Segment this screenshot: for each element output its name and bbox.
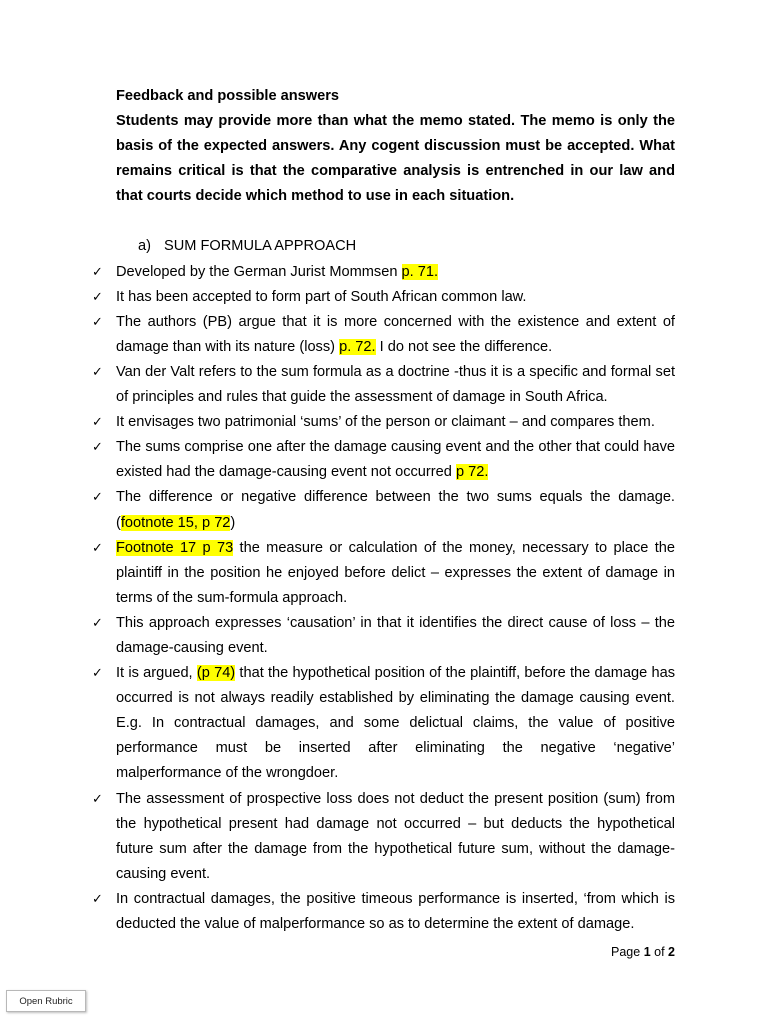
list-item <box>92 310 675 360</box>
highlight-reference: Footnote 17 p 73 <box>116 539 234 556</box>
item-text: It has been accepted to form part of South African common law. <box>116 288 527 305</box>
open-rubric-button[interactable]: Open Rubric <box>6 990 86 1012</box>
page-of-label: of <box>654 945 665 959</box>
intro-paragraph: Students may provide more than what the memo stated. The memo is only the basis of the expected answers. Any cogent discussion must be accepted. What remains critical is that the comparative analysis is entrenched in our law and that courts decide which method to use in each situation. <box>116 113 675 205</box>
checkmark-icon: ✓ <box>92 490 103 506</box>
list-item <box>92 435 675 485</box>
section-marker: a) <box>138 238 151 255</box>
list-item <box>92 787 675 887</box>
item-text: It envisages two patrimonial ‘sums’ of the person or claimant – and compares them. <box>116 414 655 431</box>
item-text-after: I do not see the difference. <box>375 338 553 355</box>
intro-heading: Feedback and possible answers <box>116 88 340 104</box>
page-label: Page <box>611 945 641 959</box>
item-text: In contractual damages, the positive timeous performance is inserted, ‘from which is deducted the value of malperformance so as to determine the extent of damage. <box>116 890 675 932</box>
checkmark-icon: ✓ <box>92 289 103 305</box>
page-current: 1 <box>643 945 651 959</box>
highlight-reference: p 72. <box>455 464 489 481</box>
item-text: Developed by the German Jurist Mommsen <box>116 263 402 280</box>
item-text-after: that the hypothetical position of the plaintiff, before the damage has occurred is not always readily established by eliminating the damage causing event. E.g. In contractual damages, and some delictual claims, the value of positive performance must be inserted after eliminating the negative ‘negative’ malperformance of the wrongdoer. <box>116 665 676 782</box>
checkmark-icon: ✓ <box>92 615 103 631</box>
checkmark-icon: ✓ <box>92 791 103 807</box>
highlight-reference: (p 74) <box>196 665 236 682</box>
intro-block <box>116 84 675 209</box>
item-text: The authors (PB) argue that it is more concerned with the existence and extent of damage than with its nature (loss) <box>116 313 675 355</box>
checkmark-icon: ✓ <box>92 415 103 431</box>
item-text: This approach expresses ‘causation’ in that it identifies the direct cause of loss – the damage-causing event. <box>116 614 675 656</box>
page-number <box>611 945 675 959</box>
checkmark-icon: ✓ <box>92 540 103 556</box>
list-item <box>92 285 675 310</box>
page-total: 2 <box>668 945 675 959</box>
document-content <box>92 84 676 937</box>
checkmark-icon: ✓ <box>92 314 103 330</box>
section-title: SUM FORMULA APPROACH <box>164 238 357 255</box>
checkmark-icon: ✓ <box>92 666 103 682</box>
item-text: Van der Valt refers to the sum formula as a doctrine -thus it is a specific and formal set of principles and rules that guide the assessment of damage in South Africa. <box>116 363 675 406</box>
item-text: The sums comprise one after the damage causing event and the other that could have existed had the damage-causing event not occurred <box>116 439 675 481</box>
list-item <box>92 410 675 435</box>
list-item <box>92 611 675 661</box>
item-text: It is argued, <box>116 665 197 682</box>
list-item <box>92 360 675 410</box>
list-item <box>92 260 675 285</box>
highlight-reference: p. 71. <box>401 263 439 280</box>
list-item <box>92 536 675 611</box>
checkmark-icon: ✓ <box>92 891 103 907</box>
item-text-after: ) <box>230 514 236 531</box>
section-heading <box>138 234 675 259</box>
item-text: The assessment of prospective loss does not deduct the present position (sum) from the hypothetical present had damage not occurred – but deducts the hypothetical future sum after the damage from the hypothetical future sum, without the damage-causing event. <box>116 790 675 882</box>
list-item <box>92 485 675 535</box>
item-text: The difference or negative difference between the two sums equals the damage. ( <box>116 489 675 531</box>
checkmark-icon: ✓ <box>92 264 103 280</box>
list-item <box>92 661 676 786</box>
highlight-reference: footnote 15, p 72 <box>120 514 231 531</box>
checklist <box>92 260 676 938</box>
checkmark-icon: ✓ <box>92 364 103 380</box>
highlight-reference: p. 72. <box>339 338 376 355</box>
list-item <box>92 887 675 937</box>
checkmark-icon: ✓ <box>92 440 103 456</box>
item-text-after: the measure or calculation of the money, necessary to place the plaintiff in the position he enjoyed before delict – expresses the extent of damage in terms of the sum-formula approach. <box>116 539 675 606</box>
